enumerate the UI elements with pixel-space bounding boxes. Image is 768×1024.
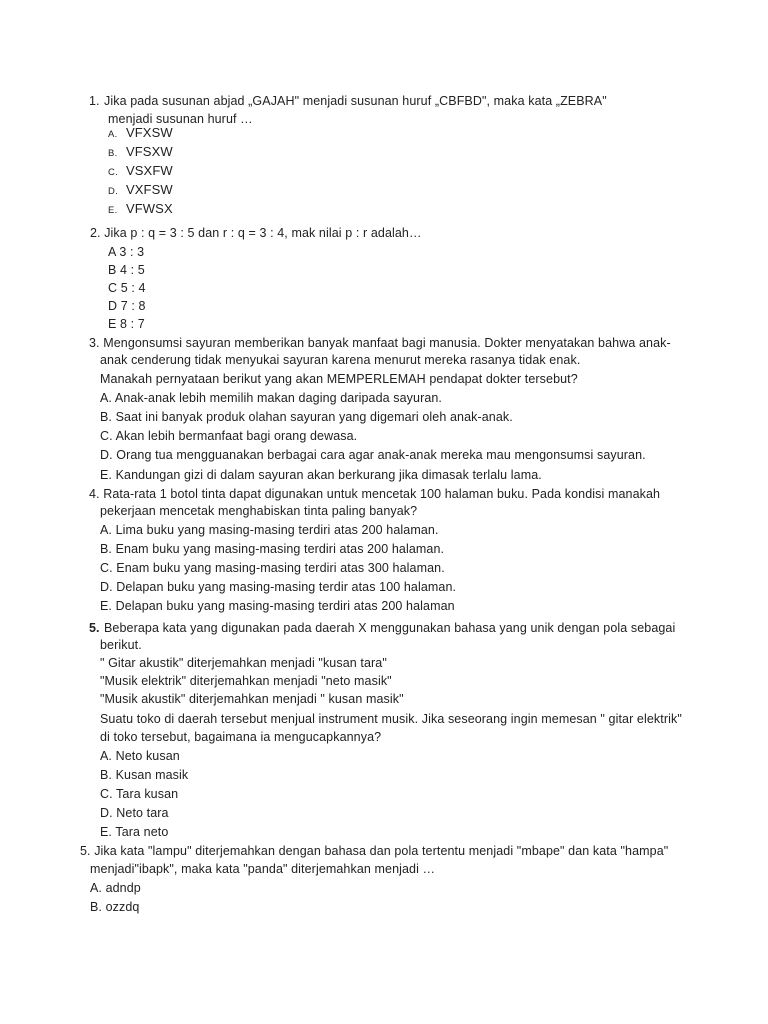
q3-stem-line2: anak cenderung tidak menyukai sayuran karena menurut mereka rasanya tidak enak. xyxy=(100,353,581,367)
q2-option-a: A 3 : 3 xyxy=(108,245,145,259)
q3-option-c: C. Akan lebih bermanfaat bagi orang dewasa. xyxy=(100,429,358,443)
q5-example-2: "Musik elektrik" diterjemahkan menjadi "neto masik" xyxy=(100,674,392,688)
q1-option-b-text: VFSXW xyxy=(126,144,173,159)
q1-option-a-letter: A. xyxy=(108,129,118,140)
q1-stem-line1: Jika pada susunan abjad „GAJAH" menjadi susunan huruf „CBFBD", maka kata „ZEBRA" xyxy=(104,94,607,108)
q4-option-e: E. Delapan buku yang masing-masing terdiri atas 200 halaman xyxy=(100,599,455,613)
q6-stem-line2: menjadi"ibapk", maka kata "panda" diterjemahkan menjadi … xyxy=(90,862,436,876)
q5-option-b: B. Kusan masik xyxy=(100,768,189,782)
q2-option-d: D 7 : 8 xyxy=(108,299,146,313)
q6-stem-line1: 5. Jika kata "lampu" diterjemahkan dengan bahasa dan pola tertentu menjadi "mbape" dan kata "hampa" xyxy=(80,844,669,858)
q3-option-b: B. Saat ini banyak produk olahan sayuran yang digemari oleh anak-anak. xyxy=(100,410,513,424)
q5-stem-line2: berikut. xyxy=(100,638,142,652)
q1-option-a-text: VFXSW xyxy=(126,125,173,140)
q4-stem-line2: pekerjaan mencetak menghabiskan tinta paling banyak? xyxy=(100,504,418,518)
q2-option-b: B 4 : 5 xyxy=(108,263,145,277)
q6-option-a: A. adndp xyxy=(90,881,141,895)
q1-option-d-text: VXFSW xyxy=(126,182,173,197)
q4-option-b: B. Enam buku yang masing-masing terdiri atas 200 halaman. xyxy=(100,542,445,556)
q4-stem-line1: 4. Rata-rata 1 botol tinta dapat digunakan untuk mencetak 100 halaman buku. Pada kondisi manakah xyxy=(89,487,661,501)
q3-option-e: E. Kandungan gizi di dalam sayuran akan berkurang jika dimasak terlalu lama. xyxy=(100,468,542,482)
q2-stem: 2. Jika p : q = 3 : 5 dan r : q = 3 : 4, mak nilai p : r adalah… xyxy=(90,226,422,240)
q4-option-d: D. Delapan buku yang masing-masing terdir atas 100 halaman. xyxy=(100,580,457,594)
q5-number: 5. xyxy=(89,621,100,635)
q3-option-d: D. Orang tua mengguanakan berbagai cara agar anak-anak mereka mau mengonsumsi sayuran. xyxy=(100,448,646,462)
q1-option-e-text: VFWSX xyxy=(126,201,173,216)
q1-stem-line2: menjadi susunan huruf … xyxy=(108,112,253,126)
q2-option-e: E 8 : 7 xyxy=(108,317,145,331)
q5-question-line2: di toko tersebut, bagaimana ia mengucapkannya? xyxy=(100,730,382,744)
q1-option-c-letter: C. xyxy=(108,167,119,178)
q1-option-d-letter: D. xyxy=(108,186,119,197)
q5-question-line1: Suatu toko di daerah tersebut menjual instrument musik. Jika seseorang ingin memesan " gitar elektrik" xyxy=(100,712,682,726)
q3-stem-line3: Manakah pernyataan berikut yang akan MEMPERLEMAH pendapat dokter tersebut? xyxy=(100,372,578,386)
q1-option-e-letter: E. xyxy=(108,205,118,216)
q1-number: 1. xyxy=(89,94,100,108)
q1-option-c-text: VSXFW xyxy=(126,163,173,178)
q5-option-e: E. Tara neto xyxy=(100,825,169,839)
q1-option-b-letter: B. xyxy=(108,148,118,159)
q5-option-d: D. Neto tara xyxy=(100,806,169,820)
q5-example-1: " Gitar akustik" diterjemahkan menjadi "kusan tara" xyxy=(100,656,387,670)
q5-example-3: "Musik akustik" diterjemahkan menjadi " kusan masik" xyxy=(100,692,404,706)
q3-option-a: A. Anak-anak lebih memilih makan daging daripada sayuran. xyxy=(100,391,443,405)
q5-option-c: C. Tara kusan xyxy=(100,787,179,801)
q3-stem-line1: 3. Mengonsumsi sayuran memberikan banyak manfaat bagi manusia. Dokter menyatakan bahwa anak- xyxy=(89,336,671,350)
q5-option-a: A. Neto kusan xyxy=(100,749,180,763)
q4-option-c: C. Enam buku yang masing-masing terdiri atas 300 halaman. xyxy=(100,561,445,575)
q2-option-c: C 5 : 4 xyxy=(108,281,146,295)
q5-stem-line1: Beberapa kata yang digunakan pada daerah X menggunakan bahasa yang unik dengan pola sebagai xyxy=(104,621,676,635)
q6-option-b: B. ozzdq xyxy=(90,900,140,914)
q4-option-a: A. Lima buku yang masing-masing terdiri atas 200 halaman. xyxy=(100,523,439,537)
